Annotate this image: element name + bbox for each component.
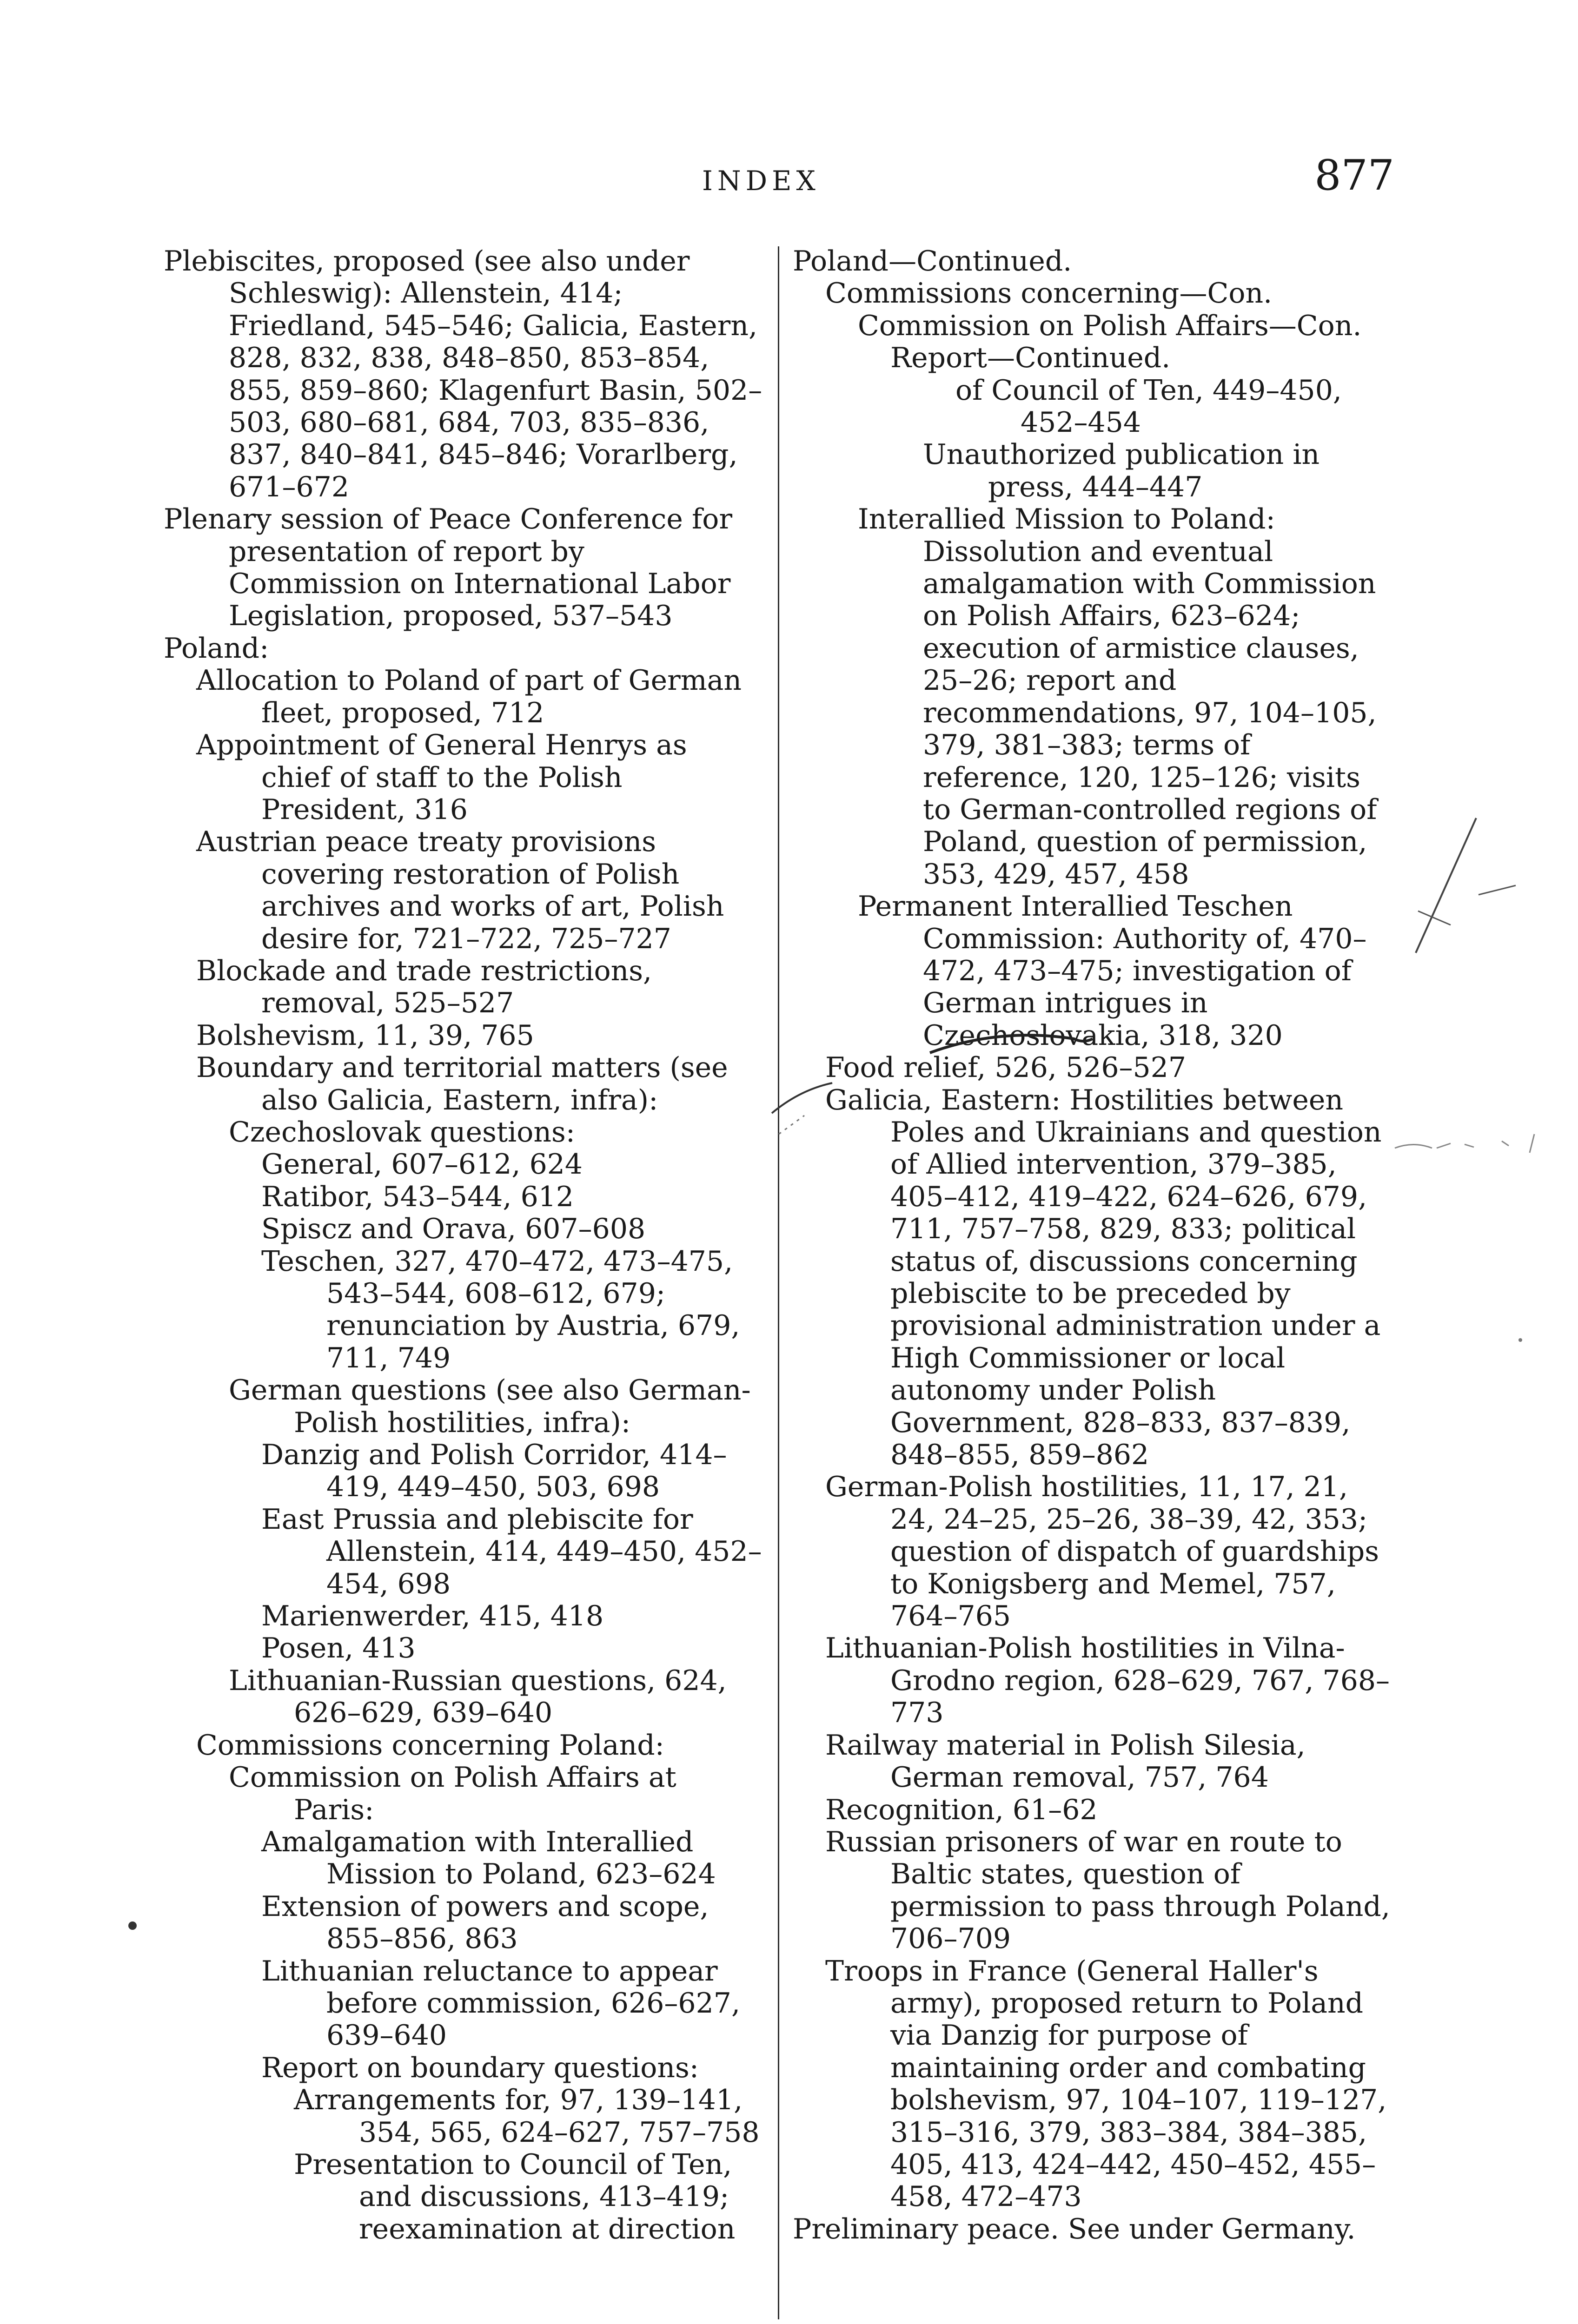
index-entry: Ratibor, 543–544, 612	[261, 1180, 574, 1213]
page-header-title: INDEX	[702, 165, 820, 197]
index-entry: Report—Continued.	[890, 342, 1171, 375]
index-entry: Commission on Polish Affairs at Paris:	[229, 1761, 676, 1826]
index-entry: General, 607–612, 624	[261, 1148, 583, 1181]
index-entry: Permanent Interallied Teschen Commission: Authority of, 470–472, 473–475; investigation of German intrigues in Czechoslovakia, 318, 320	[858, 890, 1367, 1052]
index-left-column	[164, 245, 763, 2245]
index-entry: Unauthorized publication in press, 444–447	[923, 438, 1320, 503]
index-entry: Presentation to Council of Ten, and discussions, 413–419; reexamination at direction	[294, 2148, 736, 2245]
index-entry: Commissions concerning Poland:	[196, 1729, 664, 1762]
index-entry: Report on boundary questions:	[261, 2051, 699, 2084]
column-rule	[778, 246, 779, 2319]
index-entry: Galicia, Eastern: Hostilities between Poles and Ukrainians and question of Allied intervention, 379–385, 405–412, 419–422, 624–626, 679, 711, 757–758, 829, 833; political status of, discussions concerning plebiscite to be preceded by provisional administration under a High Commissioner or local autonomy under Polish Government, 828–833, 837–839, 848–855, 859–862	[825, 1083, 1382, 1472]
index-entry: Plebiscites, proposed (see also under Schleswig): Allenstein, 414; Friedland, 545–546; Galicia, Eastern, 828, 832, 838, 848–850, 853–854, 855, 859–860; Klagenfurt Basin, 502–503, 680–681, 684, 703, 835–836, 837, 840–841, 845–846; Vorarlberg, 671–672	[164, 245, 762, 503]
index-entry: Troops in France (General Haller's army), proposed return to Poland via Danzig for purpose of maintaining order and combating bolshevism, 97, 104–107, 119–127, 315–316, 379, 383–384, 384–385, 405, 413, 424–442, 450–452, 455–458, 472–473	[825, 1954, 1387, 2213]
dash-mark	[1418, 911, 1451, 925]
index-entry: Plenary session of Peace Conference for presentation of report by Commission on International Labor Legislation, proposed, 537–543	[164, 503, 732, 633]
index-entry: Czechoslovak questions:	[229, 1116, 576, 1149]
index-entry: Russian prisoners of war en route to Baltic states, question of permission to pass through Poland, 706–709	[825, 1825, 1390, 1955]
index-entry: Amalgamation with Interallied Mission to Poland, 623–624	[261, 1825, 716, 1891]
index-entry: Posen, 413	[261, 1632, 416, 1665]
index-entry: Boundary and territorial matters (see also Galicia, Eastern, infra):	[196, 1051, 728, 1116]
index-entry: Commission on Polish Affairs—Con.	[858, 309, 1362, 342]
index-entry: German questions (see also German-Polish hostilities, infra):	[229, 1374, 751, 1439]
index-entry: Poland:	[164, 632, 269, 665]
index-entry: Allocation to Poland of part of German fleet, proposed, 712	[196, 664, 742, 729]
index-entry: Teschen, 327, 470–472, 473–475, 543–544, 608–612, 679; renunciation by Austria, 679, 711, 749	[261, 1245, 740, 1374]
index-entry: Railway material in Polish Silesia, German removal, 757, 764	[825, 1729, 1306, 1794]
index-entry: Interallied Mission to Poland: Dissolution and eventual amalgamation with Commission on Polish Affairs, 623–624; execution of armistice clauses, 25–26; report and recommendations, 97, 104–105, 379, 381–383; terms of reference, 120, 125–126; visits to German-controlled regions of Poland, question of permission, 353, 429, 457, 458	[858, 503, 1377, 891]
page-number: 877	[1314, 151, 1394, 200]
index-entry: Danzig and Polish Corridor, 414–419, 449–450, 503, 698	[261, 1439, 727, 1504]
index-entry: Spiscz and Orava, 607–608	[261, 1213, 646, 1246]
index-entry: East Prussia and plebiscite for Allenstein, 414, 449–450, 452–454, 698	[261, 1503, 762, 1600]
index-entry: Extension of powers and scope, 855–856, 863	[261, 1890, 709, 1955]
index-entry: Lithuanian-Polish hostilities in Vilna-Grodno region, 628–629, 767, 768–773	[825, 1632, 1390, 1730]
index-entry: German-Polish hostilities, 11, 17, 21, 24, 24–25, 25–26, 38–39, 42, 353; question of dispatch of guardships to Konigsberg and Memel, 757, 764–765	[825, 1471, 1379, 1633]
index-entry: Preliminary peace. See under Germany.	[793, 2212, 1356, 2245]
dash-mark-2	[1479, 885, 1516, 895]
index-entry: Commissions concerning—Con.	[825, 277, 1273, 310]
index-entry: Marienwerder, 415, 418	[261, 1600, 604, 1633]
index-entry: Food relief, 526, 526–527	[825, 1051, 1187, 1084]
index-entry: Blockade and trade restrictions, removal, 525–527	[196, 954, 652, 1020]
index-entry: of Council of Ten, 449–450, 452–454	[955, 374, 1342, 439]
slash-mark	[1416, 818, 1476, 953]
index-entry: Appointment of General Henrys as chief of staff to the Polish President, 316	[196, 729, 687, 826]
index-entry: Bolshevism, 11, 39, 765	[196, 1019, 534, 1052]
index-right-column	[793, 245, 1397, 2245]
index-entry: Recognition, 61–62	[825, 1793, 1098, 1826]
index-entry: Lithuanian reluctance to appear before commission, 626–627, 639–640	[261, 1954, 741, 2052]
index-entry: Austrian peace treaty provisions covering restoration of Polish archives and works of art, Polish desire for, 721–722, 725–727	[196, 825, 724, 955]
index-entry: Poland—Continued.	[793, 245, 1072, 277]
margin-scribble	[1395, 1134, 1534, 1153]
margin-dot-2	[1518, 1338, 1522, 1342]
index-entry: Arrangements for, 97, 139–141, 354, 565, 624–627, 757–758	[294, 2084, 760, 2149]
index-entry: Lithuanian-Russian questions, 624, 626–629, 639–640	[229, 1664, 727, 1730]
margin-dot	[128, 1921, 137, 1930]
